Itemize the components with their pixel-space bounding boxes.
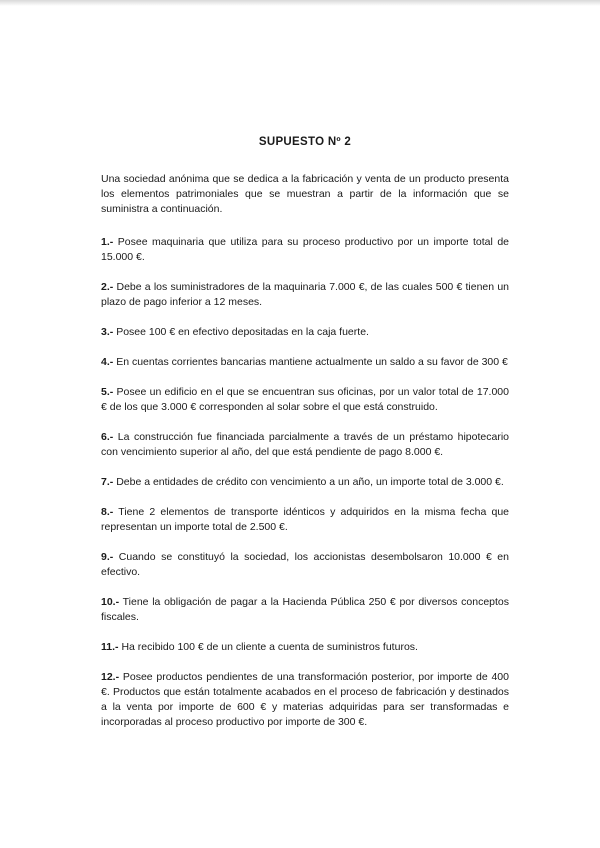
item-number: 8.- [101,506,114,518]
item-number: 12.- [101,671,120,683]
item-text: Ha recibido 100 € de un cliente a cuenta de suministros futuros. [121,641,418,653]
list-item [101,385,509,415]
item-number: 11.- [101,641,119,653]
list-item [101,325,509,340]
list-item [101,475,509,490]
intro-paragraph: Una sociedad anónima que se dedica a la fabricación y venta de un producto presenta los elementos patrimoniales que se muestran a partir de la información que se suministra a continuación. [101,173,509,215]
item-number: 5.- [101,386,114,398]
item-text: Cuando se constituyó la sociedad, los accionistas desembolsaron 10.000 € en efectivo. [101,551,509,578]
list-item [101,430,509,460]
list-item [101,355,509,370]
item-text: Debe a entidades de crédito con vencimiento a un año, un importe total de 3.000 €. [116,476,504,488]
item-text: Posee productos pendientes de una transformación posterior, por importe de 400 €. Productos que están totalmente acabados en el proceso de fabricación y destinados a la venta por importe de 600 € y materias adquiridas para ser transformadas e incorporadas al proceso productivo por importe de 300 €. [101,671,509,728]
item-number: 3.- [101,326,114,338]
list-item [101,235,509,265]
list-item [101,670,509,730]
item-text: Debe a los suministradores de la maquinaria 7.000 €, de las cuales 500 € tienen un plazo de pago inferior a 12 meses. [101,281,509,308]
list-item [101,640,509,655]
item-text: Tiene la obligación de pagar a la Hacienda Pública 250 € por diversos conceptos fiscales. [101,596,510,623]
item-text: En cuentas corrientes bancarias mantiene actualmente un saldo a su favor de 300 € [116,356,508,368]
item-text: La construcción fue financiada parcialmente a través de un préstamo hipotecario con vencimiento superior al año, del que está pendiente de pago 8.000 €. [101,431,509,458]
list-item [101,505,509,535]
list-item [101,280,509,310]
item-number: 2.- [101,281,114,293]
item-number: 6.- [101,431,114,443]
item-number: 1.- [101,236,114,248]
list-item [101,595,509,625]
item-text: Tiene 2 elementos de transporte idénticos y adquiridos en la misma fecha que representan un importe total de 2.500 €. [101,506,510,533]
item-number: 4.- [101,356,114,368]
item-text: Posee maquinaria que utiliza para su proceso productivo por un importe total de 15.000 €. [101,236,510,263]
page-title: SUPUESTO Nº 2 [258,136,352,148]
scan-edge [0,0,600,6]
item-number: 10.- [101,596,120,608]
item-number: 9.- [101,551,114,563]
document-page [101,130,509,745]
item-number: 7.- [101,476,114,488]
list-item [101,550,509,580]
item-text: Posee 100 € en efectivo depositadas en la caja fuerte. [116,326,369,338]
item-text: Posee un edificio en el que se encuentran sus oficinas, por un valor total de 17.000 € de los que 3.000 € corresponden al solar sobre el que está construido. [101,386,509,413]
